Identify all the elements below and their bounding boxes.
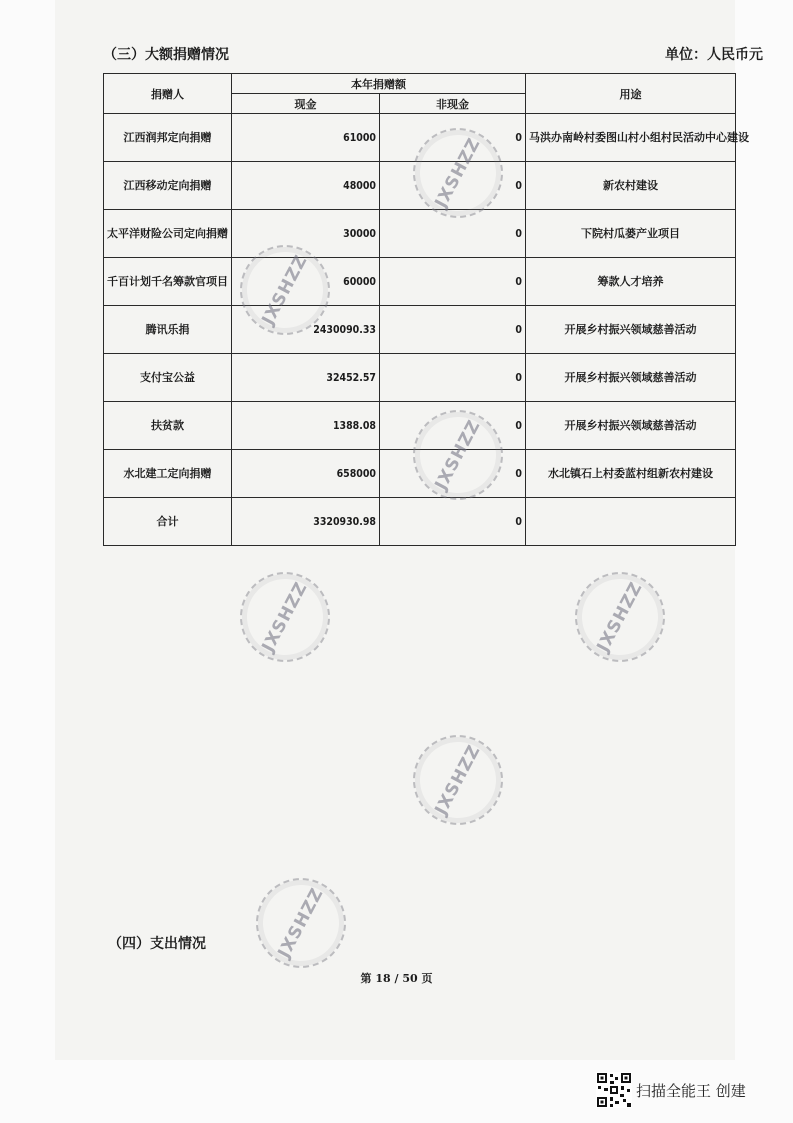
total-noncash-cell: 0 [380,498,526,546]
watermark-seal: JXSHZZ [559,556,681,678]
noncash-cell: 0 [380,450,526,498]
donor-cell: 太平洋财险公司定向捐赠 [104,210,232,258]
donor-cell: 千百计划千名筹款官项目 [104,258,232,306]
usage-cell: 下院村瓜蒌产业项目 [526,210,736,258]
watermark-seal: JXSHZZ [224,556,346,678]
donor-cell: 江西移动定向捐赠 [104,162,232,210]
table-row [104,162,736,210]
total-label-cell: 合计 [104,498,232,546]
total-cash-cell: 3320930.98 [232,498,380,546]
table-row [104,402,736,450]
cash-cell: 32452.57 [232,354,380,402]
header-year-amount: 本年捐赠额 [232,74,526,94]
table-row [104,210,736,258]
cash-cell: 2430090.33 [232,306,380,354]
usage-cell: 筹款人才培养 [526,258,736,306]
cash-cell: 1388.08 [232,402,380,450]
table-row [104,114,736,162]
header-donor: 捐赠人 [104,74,232,114]
donor-cell: 水北建工定向捐赠 [104,450,232,498]
usage-cell: 新农村建设 [526,162,736,210]
page-number: 第 18 / 50 页 [360,972,433,985]
table-row [104,306,736,354]
watermark-seal: JXSHZZ [240,862,362,984]
noncash-cell: 0 [380,114,526,162]
table-row [104,258,736,306]
cash-cell: 61000 [232,114,380,162]
usage-cell: 开展乡村振兴领域慈善活动 [526,402,736,450]
table-row [104,450,736,498]
cash-cell: 60000 [232,258,380,306]
usage-cell: 开展乡村振兴领域慈善活动 [526,306,736,354]
donor-cell: 江西润邦定向捐赠 [104,114,232,162]
unit-label: 单位：人民币元 [665,47,763,63]
noncash-cell: 0 [380,210,526,258]
watermark-seal: JXSHZZ [397,719,519,841]
total-usage-cell [526,498,736,546]
noncash-cell: 0 [380,402,526,450]
table-header-row [104,74,736,94]
donor-cell: 扶贫款 [104,402,232,450]
section-title-expenditure: （四）支出情况 [108,936,206,952]
cash-cell: 48000 [232,162,380,210]
usage-cell: 开展乡村振兴领域慈善活动 [526,354,736,402]
usage-cell: 水北镇石上村委蓝村组新农村建设 [526,450,736,498]
donor-cell: 支付宝公益 [104,354,232,402]
watermark-seal: JXSHZZ [224,229,346,351]
cash-cell: 658000 [232,450,380,498]
noncash-cell: 0 [380,354,526,402]
donations-table [103,73,749,546]
donor-cell: 腾讯乐捐 [104,306,232,354]
header-noncash: 非现金 [380,94,526,114]
noncash-cell: 0 [380,258,526,306]
table-total-row [104,498,736,546]
header-usage: 用途 [526,74,736,114]
watermark-seal: JXSHZZ [397,112,519,234]
noncash-cell: 0 [380,306,526,354]
noncash-cell: 0 [380,162,526,210]
usage-cell: 马洪办南岭村委图山村小组村民活动中心建设 [526,114,736,162]
scanner-label: 扫描全能王 创建 [636,1081,746,1100]
cash-cell: 30000 [232,210,380,258]
scanner-watermark [596,1072,746,1108]
section-title-donations: （三）大额捐赠情况 [103,47,229,63]
qr-code-icon [596,1072,632,1108]
watermark-seal: JXSHZZ [397,394,519,516]
header-cash: 现金 [232,94,380,114]
table-row [104,354,736,402]
